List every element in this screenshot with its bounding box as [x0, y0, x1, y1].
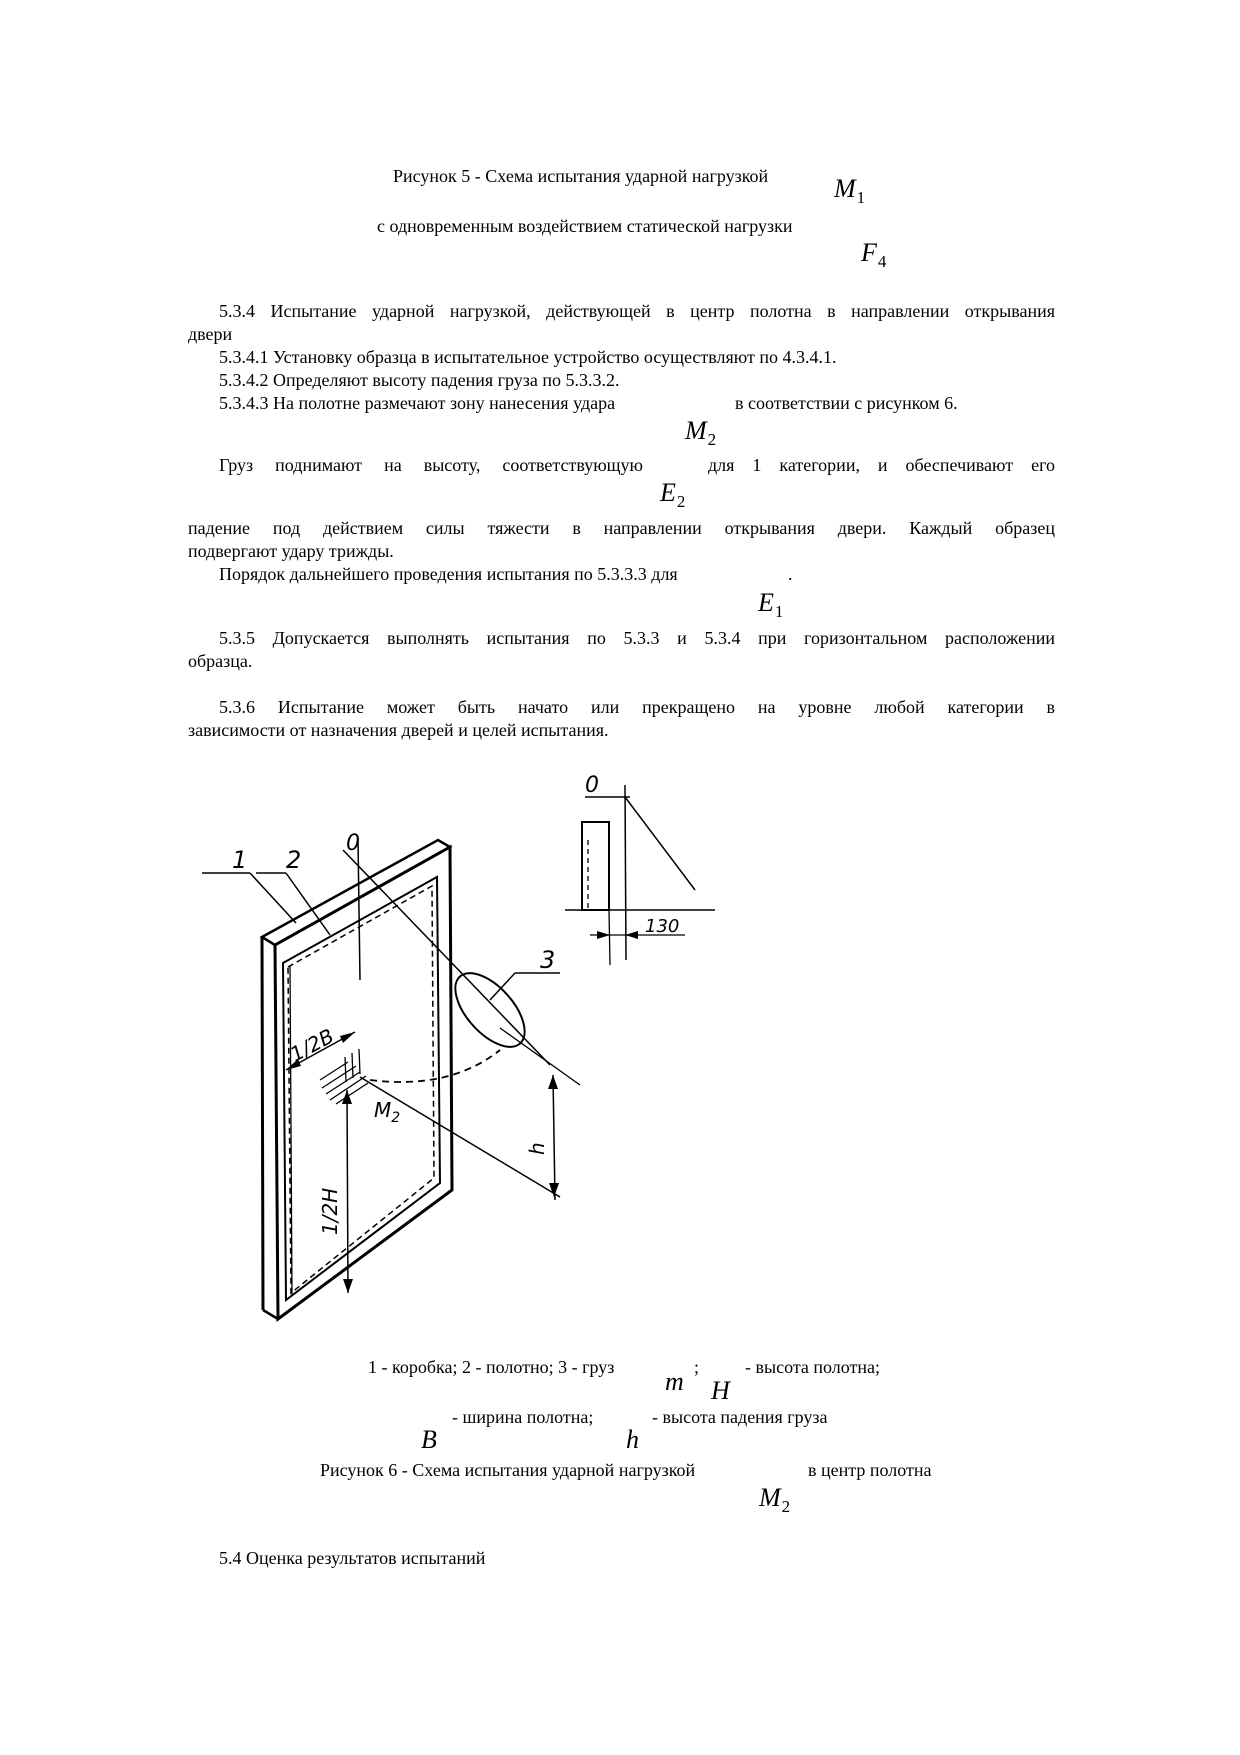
s536-line2: зависимости от назначения дверей и целей испытания.: [188, 720, 609, 740]
label-o-detail: 0: [585, 773, 599, 798]
fig6-title-a: Рисунок 6 - Схема испытания ударной нагрузкой: [320, 1460, 696, 1480]
gruz-line2: падение под действием силы тяжести в направлении открывания двери. Каждый образец: [188, 518, 1055, 538]
label-h: h: [525, 1142, 549, 1155]
s5343-text-b: в соответствии с рисунком 6.: [735, 393, 958, 413]
gruz-text-a: Груз поднимают на высоту, соответствующую: [219, 455, 643, 475]
label-m2: $M_2$: [374, 1098, 401, 1126]
fig6-m2-symbol: $M_2$: [759, 1483, 791, 1516]
half-b-arrow-right: [340, 1032, 355, 1043]
fig6-title-b: в центр полотна: [808, 1460, 932, 1480]
swing-arc: [370, 1050, 500, 1082]
s535-line1: 5.3.5 Допускается выполнять испытания по 5.3.3 и 5.3.4 при горизонтальном расположении: [219, 628, 1055, 648]
half-h-arrow-bottom: [343, 1279, 353, 1293]
label-130: 130: [645, 916, 680, 937]
center-axis-vertical: [358, 840, 360, 980]
gruz-e2-symbol: $E_2$: [660, 478, 686, 511]
fig6-legend2-a: - ширина полотна;: [452, 1407, 594, 1427]
s5342-text: 5.3.4.2 Определяют высоту падения груза по 5.3.3.2.: [219, 370, 620, 390]
s54-heading: 5.4 Оценка результатов испытаний: [219, 1548, 486, 1568]
s534-line1: 5.3.4 Испытание ударной нагрузкой, действующей в центр полотна в направлении открывания: [219, 301, 1055, 321]
door-frame-side-edge: [262, 937, 263, 1310]
h-extension-top: [500, 1028, 580, 1085]
half-h-dimension-line: [347, 1090, 348, 1293]
order-text-b: .: [788, 564, 793, 584]
label-half-h: 1/2H: [318, 1187, 342, 1235]
fig6-h-small-symbol: h: [626, 1425, 639, 1454]
s5341-text: 5.3.4.1 Установку образца в испытательное устройство осуществляют по 4.3.4.1.: [219, 347, 837, 367]
detail-dim-arrow-right: [625, 931, 638, 939]
label-2: 2: [286, 846, 302, 874]
leader-3: [490, 973, 515, 1000]
leader-1: [250, 873, 296, 923]
s536-line1: 5.3.6 Испытание может быть начато или прекращено на уровне любой категории в: [219, 697, 1055, 717]
fig5-caption-line1: Рисунок 5 - Схема испытания ударной нагрузкой: [393, 166, 769, 186]
fig5-caption-line2: с одновременным воздействием статической нагрузки: [377, 216, 793, 236]
label-3: 3: [540, 946, 556, 974]
gruz-text-b: для 1 категории, и обеспечивают его: [708, 455, 1055, 475]
impact-extension-line: [360, 1077, 560, 1197]
detail-dim-arrow-left: [597, 931, 610, 939]
fig6-legend1-a: 1 - коробка; 2 - полотно; 3 - груз: [368, 1357, 615, 1377]
h-arrow-top: [548, 1075, 558, 1089]
fig6-h-big-symbol: H: [711, 1376, 730, 1405]
fig6-legend1-c: - высота полотна;: [745, 1357, 881, 1377]
impact-zone-hatching: [320, 1049, 368, 1104]
half-h-arrow-top: [342, 1090, 352, 1104]
s5343-m2-symbol: $M_2$: [685, 416, 717, 449]
gruz-line3: подвергают удару трижды.: [188, 541, 394, 561]
order-text-a: Порядок дальнейшего проведения испытания по 5.3.3.3 для: [219, 564, 678, 584]
label-o-main: 0: [346, 831, 360, 856]
fig5-f4-symbol: $F_4$: [861, 238, 887, 271]
label-half-b: 1/2B: [286, 1023, 338, 1067]
detail-ext-left: [609, 910, 610, 965]
fig6-b-symbol: B: [421, 1425, 437, 1454]
s534-line2: двери: [188, 324, 233, 344]
pendulum-line: [343, 850, 550, 1065]
fig6-legend2-b: - высота падения груза: [652, 1407, 828, 1427]
detail-door-section: [582, 822, 609, 910]
door-panel-inner-line: [290, 965, 292, 1296]
fig6-legend1-b: ;: [694, 1357, 700, 1377]
door-frame-bottom-edge: [263, 1310, 278, 1319]
h-dimension-line: [553, 1075, 555, 1200]
s535-line2: образца.: [188, 651, 253, 671]
fig6-m-symbol: m: [665, 1367, 684, 1396]
label-1: 1: [232, 846, 248, 874]
detail-pendulum-line: [625, 797, 695, 890]
detail-axis: [625, 785, 626, 960]
s5343-text-a: 5.3.4.3 На полотне размечают зону нанесения удара: [219, 393, 616, 413]
fig5-m1-symbol: $M_1$: [834, 174, 866, 207]
figure6-drawing: [170, 760, 810, 1340]
order-e1-symbol: $E_1$: [758, 588, 784, 621]
